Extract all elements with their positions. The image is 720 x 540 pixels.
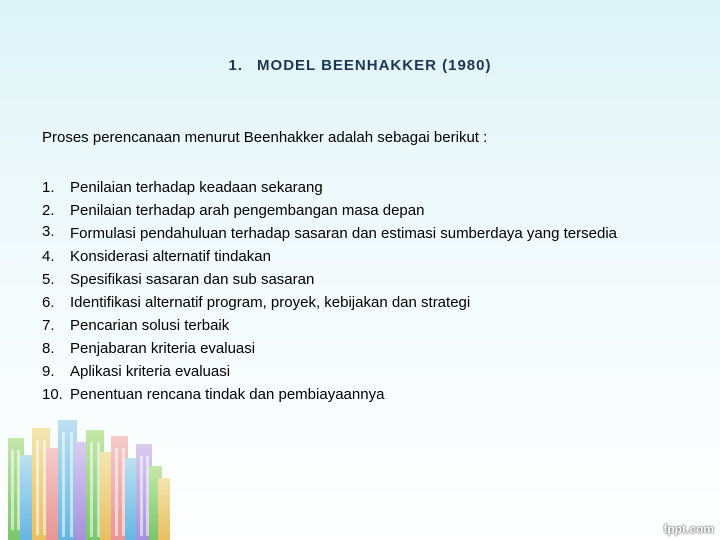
- list-item: 5. Spesifikasi sasaran dan sub sasaran: [42, 271, 315, 288]
- list-item: 2. Penilaian terhadap arah pengembangan masa depan: [42, 202, 425, 219]
- list-item: 3. Formulasi pendahuluan terhadap sasaran dan estimasi sumberdaya yang tersedia: [42, 223, 617, 242]
- slide-title: [0, 57, 720, 74]
- list-item: 7. Pencarian solusi terbaik: [42, 317, 230, 334]
- numbered-list: [42, 176, 662, 406]
- list-item: 6. Identifikasi alternatif program, proyek, kebijakan dan strategi: [42, 294, 471, 311]
- list-item: 10. Penentuan rencana tindak dan pembiayaannya: [42, 386, 385, 403]
- title-text: MODEL BEENHAKKER (1980): [257, 57, 492, 74]
- list-item: 9. Aplikasi kriteria evaluasi: [42, 363, 231, 380]
- city-skyline-illustration: [0, 400, 175, 540]
- list-item: 4. Konsiderasi alternatif tindakan: [42, 248, 271, 265]
- list-item: 8. Penjabaran kriteria evaluasi: [42, 340, 256, 357]
- watermark: fppt.com: [663, 522, 714, 536]
- list-item: 1. Penilaian terhadap keadaan sekarang: [42, 179, 323, 196]
- intro-text: Proses perencanaan menurut Beenhakker adalah sebagai berikut :: [42, 129, 488, 146]
- building: [8, 420, 170, 540]
- title-number: 1.: [228, 57, 244, 74]
